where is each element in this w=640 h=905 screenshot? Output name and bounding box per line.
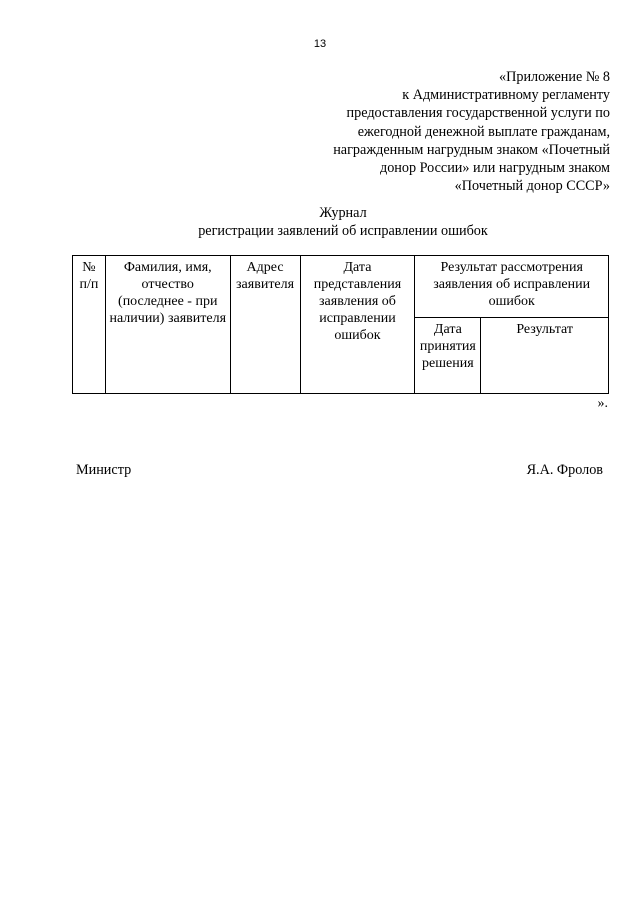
appendix-line: «Приложение № 8 <box>499 69 610 85</box>
header-applicant-address: Адрес заявителя <box>230 256 300 394</box>
closing-quote: ». <box>597 396 608 411</box>
header-result: Результат <box>481 318 609 394</box>
header-number: № п/п <box>73 256 106 394</box>
registration-table <box>72 255 609 394</box>
appendix-line: предоставления государственной услуги по <box>346 105 610 122</box>
page-number: 13 <box>313 38 327 50</box>
appendix-line: донор России» или нагрудным знаком <box>379 160 610 177</box>
signatory-name: Я.А. Фролов <box>526 462 603 478</box>
header-review-result-group: Результат рассмотрения заявления об исправлении ошибок <box>415 256 609 318</box>
signatory-position: Министр <box>76 462 132 478</box>
appendix-line: награжденным нагрудным знаком «Почетный <box>333 141 610 158</box>
appendix-line: ежегодной денежной выплате гражданам, <box>357 123 610 140</box>
header-decision-date: Дата принятия решения <box>415 318 481 394</box>
appendix-header <box>270 68 610 195</box>
journal-subtitle: регистрации заявлений об исправлении ошибок <box>198 223 488 239</box>
header-applicant-name: Фамилия, имя, отчество (последнее - при наличии) заявителя <box>105 256 230 394</box>
header-submission-date: Дата представления заявления об исправлении ошибок <box>300 256 415 394</box>
journal-heading <box>0 204 640 240</box>
appendix-line: «Почетный донор СССР» <box>454 178 610 195</box>
appendix-line: к Административному регламенту <box>402 87 610 104</box>
journal-title: Журнал <box>319 205 367 221</box>
signature-block <box>76 462 603 479</box>
